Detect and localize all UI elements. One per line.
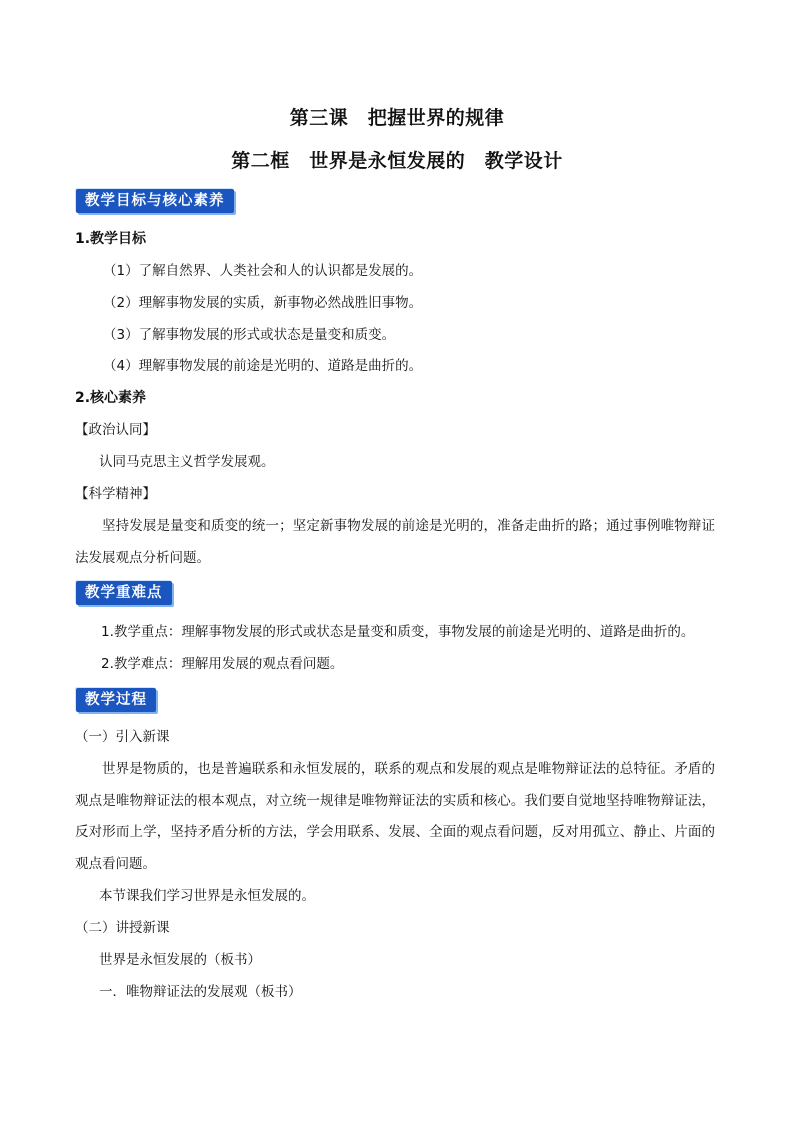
science-text: 坚持发展是量变和质变的统一；坚定新事物发展的前途是光明的，准备走曲折的路；通过事例唯物辩证法发展观点分析问题。 bbox=[75, 518, 715, 566]
intro-heading: （一）引入新课 bbox=[75, 729, 170, 745]
section-badge-goals: 教学目标与核心素养 bbox=[76, 189, 234, 213]
lesson-title: 第三课 把握世界的规律 bbox=[289, 107, 505, 129]
literacy-heading: 2.核心素养 bbox=[75, 390, 147, 406]
goal-item-3: （3）了解事物发展的形式或状态是量变和质变。 bbox=[103, 327, 396, 343]
board-note-2: 一．唯物辩证法的发展观（板书） bbox=[99, 984, 302, 1000]
goal-item-4: （4）理解事物发展的前途是光明的、道路是曲折的。 bbox=[103, 358, 423, 374]
section-badge-key-points: 教学重难点 bbox=[76, 581, 172, 605]
intro-closing: 本节课我们学习世界是永恒发展的。 bbox=[99, 888, 315, 904]
goal-item-1: （1）了解自然界、人类社会和人的认识都是发展的。 bbox=[103, 263, 423, 279]
teaching-difficulty: 2.教学难点：理解用发展的观点看问题。 bbox=[101, 656, 344, 672]
science-label: 【科学精神】 bbox=[75, 486, 156, 502]
teaching-focus: 1.教学重点：理解事物发展的形式或状态是量变和质变，事物发展的前途是光明的、道路是曲折的。 bbox=[101, 624, 695, 640]
political-text: 认同马克思主义哲学发展观。 bbox=[99, 454, 275, 470]
goal-item-2: （2）理解事物发展的实质，新事物必然战胜旧事物。 bbox=[103, 295, 423, 311]
board-note-1: 世界是永恒发展的（板书） bbox=[99, 952, 261, 968]
intro-text: 世界是物质的，也是普遍联系和永恒发展的，联系的观点和发展的观点是唯物辩证法的总特征。矛盾的观点是唯物辩证法的根本观点，对立统一规律是唯物辩证法的实质和核心。我们要自觉地坚持唯物辩证法，反对形而上学，坚持矛盾分析的方法，学会用联系、发展、全面的观点看问题，反对用孤立、静止、片面的观点看问题。 bbox=[75, 761, 715, 872]
goals-heading: 1.教学目标 bbox=[75, 231, 147, 247]
section-badge-process: 教学过程 bbox=[76, 688, 156, 712]
document-subtitle: 第二框 世界是永恒发展的 教学设计 bbox=[231, 150, 563, 172]
new-lesson-heading: （二）讲授新课 bbox=[75, 920, 170, 936]
political-label: 【政治认同】 bbox=[75, 422, 156, 438]
